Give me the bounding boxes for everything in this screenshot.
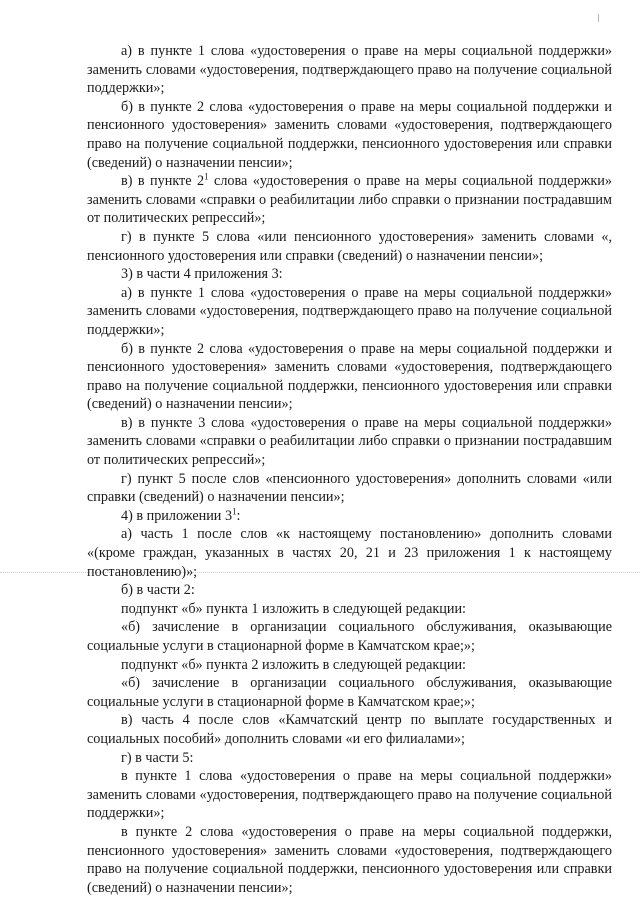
paragraph-4-b-sub2: подпункт «б» пункта 2 изложить в следующей редакции: [121, 656, 466, 673]
paragraph-4-g-item2: в пункте 2 слова «удостоверения о праве на меры социальной поддержки, пенсионного удостоверения» заменить словами «удостоверения, подтверждающего право на получение социальной поддержки, пенсионного удостоверения или справки (сведений) о назначении пенсии»; [87, 823, 612, 896]
paragraph-4-b-quote2: «б) зачисление в организации социального обслуживания, оказывающие социальные услуги в стационарной форме в Камчатском крае;»; [87, 675, 612, 710]
paragraph-1-a: а) в пункте 1 слова «удостоверения о праве на меры социальной поддержки» заменить словами «удостоверения, подтверждающего право на получение социальной поддержки»; [87, 43, 612, 97]
superscript: 1 [204, 171, 209, 182]
paragraph-1-b: б) в пункте 2 слова «удостоверения о праве на меры социальной поддержки и пенсионного удостоверения» заменить словами «удостоверения, подтверждающего право на получение социальной поддержки, пенсионного удостоверения или справки (сведений) о назначении пенсии»; [87, 98, 612, 171]
paragraph-4-b-quote1: «б) зачисление в организации социального обслуживания, оказывающие социальные услуги в стационарной форме в Камчатском крае;»; [87, 619, 612, 654]
paragraph-3-g: г) пункт 5 после слов «пенсионного удостоверения» дополнить словами «или справки (сведений) о назначении пенсии»; [87, 470, 612, 506]
paragraph-3-a: а) в пункте 1 слова «удостоверения о праве на меры социальной поддержки» заменить словами «удостоверения, подтверждающего право на получение социальной поддержки»; [87, 284, 612, 338]
paragraph-4-g: г) в части 5: [121, 749, 194, 766]
paragraph-3-heading: 3) в части 4 приложения 3: [121, 266, 283, 283]
paragraph-4-heading: 4) в приложении $3^1$: [121, 506, 241, 524]
scan-mark [598, 14, 599, 22]
document-body [87, 42, 612, 897]
paragraph-1-g: г) в пункте 5 слова «или пенсионного удостоверения» заменить словами «, пенсионного удостоверения или справки (сведений) о назначении пенсии»; [87, 228, 612, 264]
paragraph-4-b-sub1: подпункт «б» пункта 1 изложить в следующей редакции: [121, 600, 466, 617]
superscript: 1 [232, 506, 237, 517]
paragraph-4-a: а) часть 1 после слов «к настоящему постановлению» дополнить словами «(кроме граждан, указанных в частях 20, 21 и 23 приложения 1 к настоящему постановлению)»; [87, 526, 612, 580]
paragraph-4-g-item1: в пункте 1 слова «удостоверения о праве на меры социальной поддержки» заменить словами «удостоверения, подтверждающего право на получение социальной поддержки»; [87, 768, 612, 822]
paragraph-4-b: б) в части 2: [121, 582, 195, 599]
paragraph-3-b: б) в пункте 2 слова «удостоверения о праве на меры социальной поддержки и пенсионного удостоверения» заменить словами «удостоверения, подтверждающего право на получение социальной поддержки, пенсионного удостоверения или справки (сведений) о назначении пенсии»; [87, 340, 612, 413]
paragraph-3-v: в) в пункте 3 слова «удостоверения о праве на меры социальной поддержки» заменить словами «справки о реабилитации либо справки о признании пострадавшим от политических репрессий»; [87, 414, 612, 469]
paragraph-1-v: в) в пункте $2^1$ слова «удостоверения о праве на меры социальной поддержки» заменить словами «справки о реабилитации либо справки о признании пострадавшим от политических репрессий»; [87, 171, 612, 227]
paragraph-4-v: в) часть 4 после слов «Камчатский центр по выплате государственных и социальных пособий» дополнить словами «и его филиалами»; [87, 712, 612, 747]
